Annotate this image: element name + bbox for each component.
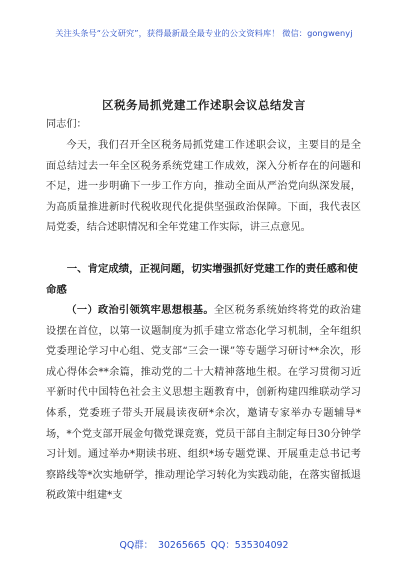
subsection-body: 全区税务系统始终将党的政治建设摆在首位，以第一议题制度为抓手建立常态化学习机制，全年组织党委理论学习中心组、党支部“三会一课”等专题学习研讨**余次，形成心得体会**余篇，推动党的二十大精神落地生根。在学习贯彻习近平新时代中国特色社会主义思想主题教育中，创新构建四维联动学习体系，党委班子带头开展晨读夜研*余次，邀请专家举办专题辅导*场，*个党支部开展金句微党课竞赛，党员干部自主制定每日30分钟学习计划。通过举办*期读书班、组织*场专题党课、开展重走总书记考察路线等*次实地研学，推动理论学习转化为实践动能，在落实留抵退税政策中组建*支 [46, 305, 362, 502]
subsection-paragraph [46, 300, 361, 507]
intro-paragraph: 今天，我们召开全区税务局抓党建工作述职会议，主要目的是全面总结过去一年全区税务系统党建工作成效，深入分析存在的问题和不足，进一步明确下一步工作方向，推动全面从严治党向纵深发展，为高质量推进新时代税收现代化提供坚强政治保障。下面，我代表区局党委，结合述职情况和全年党建工作实际，讲三点意见。 [46, 140, 361, 234]
footer-contact: QQ群： 30265665 QQ：535304092 [119, 540, 289, 551]
document-title: 区税务局抓党建工作述职会议总结发言 [102, 98, 306, 112]
section-heading: 一、肯定成绩，正视问题，切实增强抓好党建工作的责任感和使命感 [46, 263, 358, 296]
salutation: 同志们： [46, 119, 87, 130]
header-promo-note: 关注头条号“公文研究”，获得最新最全最专业的公文资料库！ 微信：gongwenyj [55, 28, 353, 38]
subsection-heading: （一）政治引领筑牢思想根基。 [66, 304, 214, 316]
